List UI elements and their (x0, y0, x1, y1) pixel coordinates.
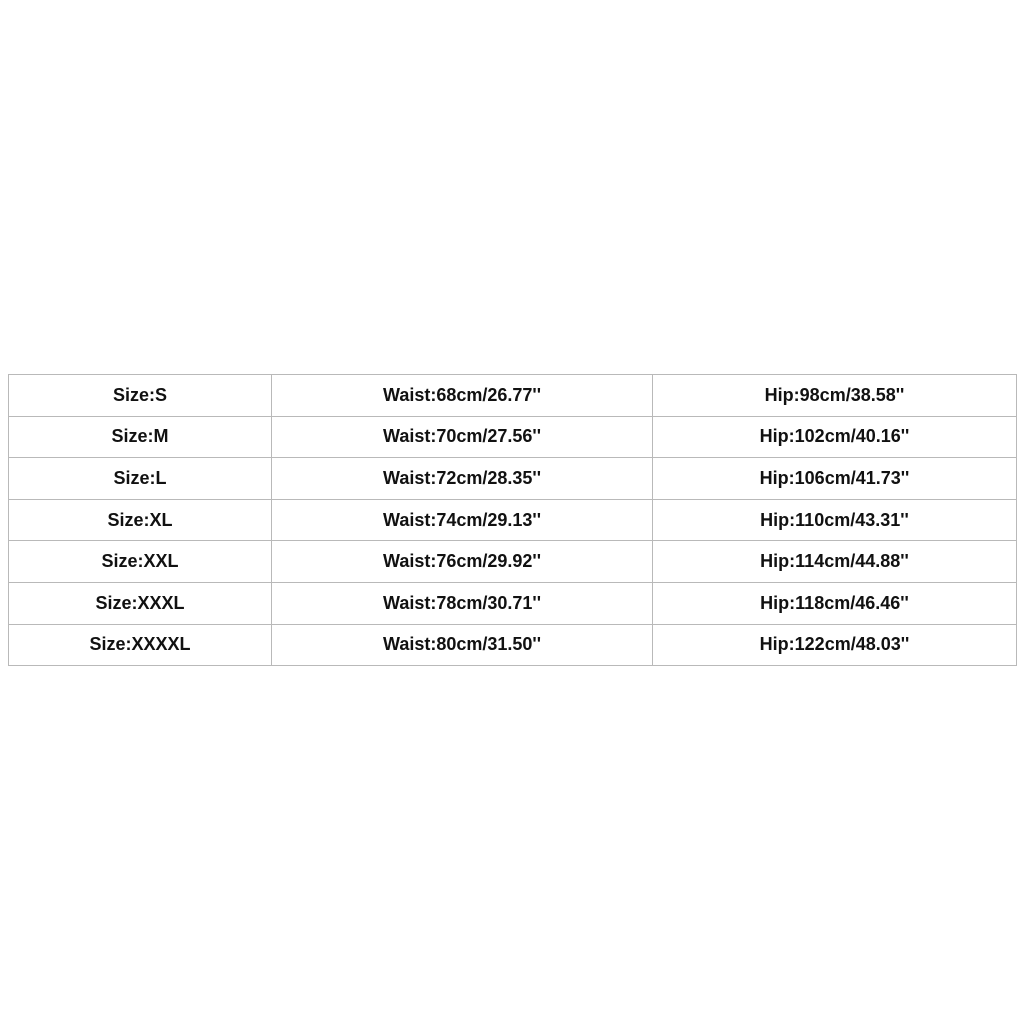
table-row (9, 375, 1017, 417)
size-chart-table (8, 374, 1017, 666)
table-row (9, 416, 1017, 458)
table-row (9, 582, 1017, 624)
hip-cell: Hip:98cm/38.58'' (653, 375, 1017, 417)
size-cell: Size:M (9, 416, 272, 458)
size-cell: Size:S (9, 375, 272, 417)
hip-cell: Hip:110cm/43.31'' (653, 499, 1017, 541)
waist-cell: Waist:80cm/31.50'' (272, 624, 653, 666)
waist-cell: Waist:78cm/30.71'' (272, 582, 653, 624)
size-cell: Size:XXXXL (9, 624, 272, 666)
hip-cell: Hip:122cm/48.03'' (653, 624, 1017, 666)
size-cell: Size:XL (9, 499, 272, 541)
waist-cell: Waist:76cm/29.92'' (272, 541, 653, 583)
waist-cell: Waist:74cm/29.13'' (272, 499, 653, 541)
table-row (9, 458, 1017, 500)
size-cell: Size:XXL (9, 541, 272, 583)
waist-cell: Waist:72cm/28.35'' (272, 458, 653, 500)
waist-cell: Waist:68cm/26.77'' (272, 375, 653, 417)
size-cell: Size:XXXL (9, 582, 272, 624)
size-cell: Size:L (9, 458, 272, 500)
table-row (9, 499, 1017, 541)
waist-cell: Waist:70cm/27.56'' (272, 416, 653, 458)
hip-cell: Hip:106cm/41.73'' (653, 458, 1017, 500)
hip-cell: Hip:118cm/46.46'' (653, 582, 1017, 624)
hip-cell: Hip:102cm/40.16'' (653, 416, 1017, 458)
table-row (9, 541, 1017, 583)
table-row (9, 624, 1017, 666)
hip-cell: Hip:114cm/44.88'' (653, 541, 1017, 583)
